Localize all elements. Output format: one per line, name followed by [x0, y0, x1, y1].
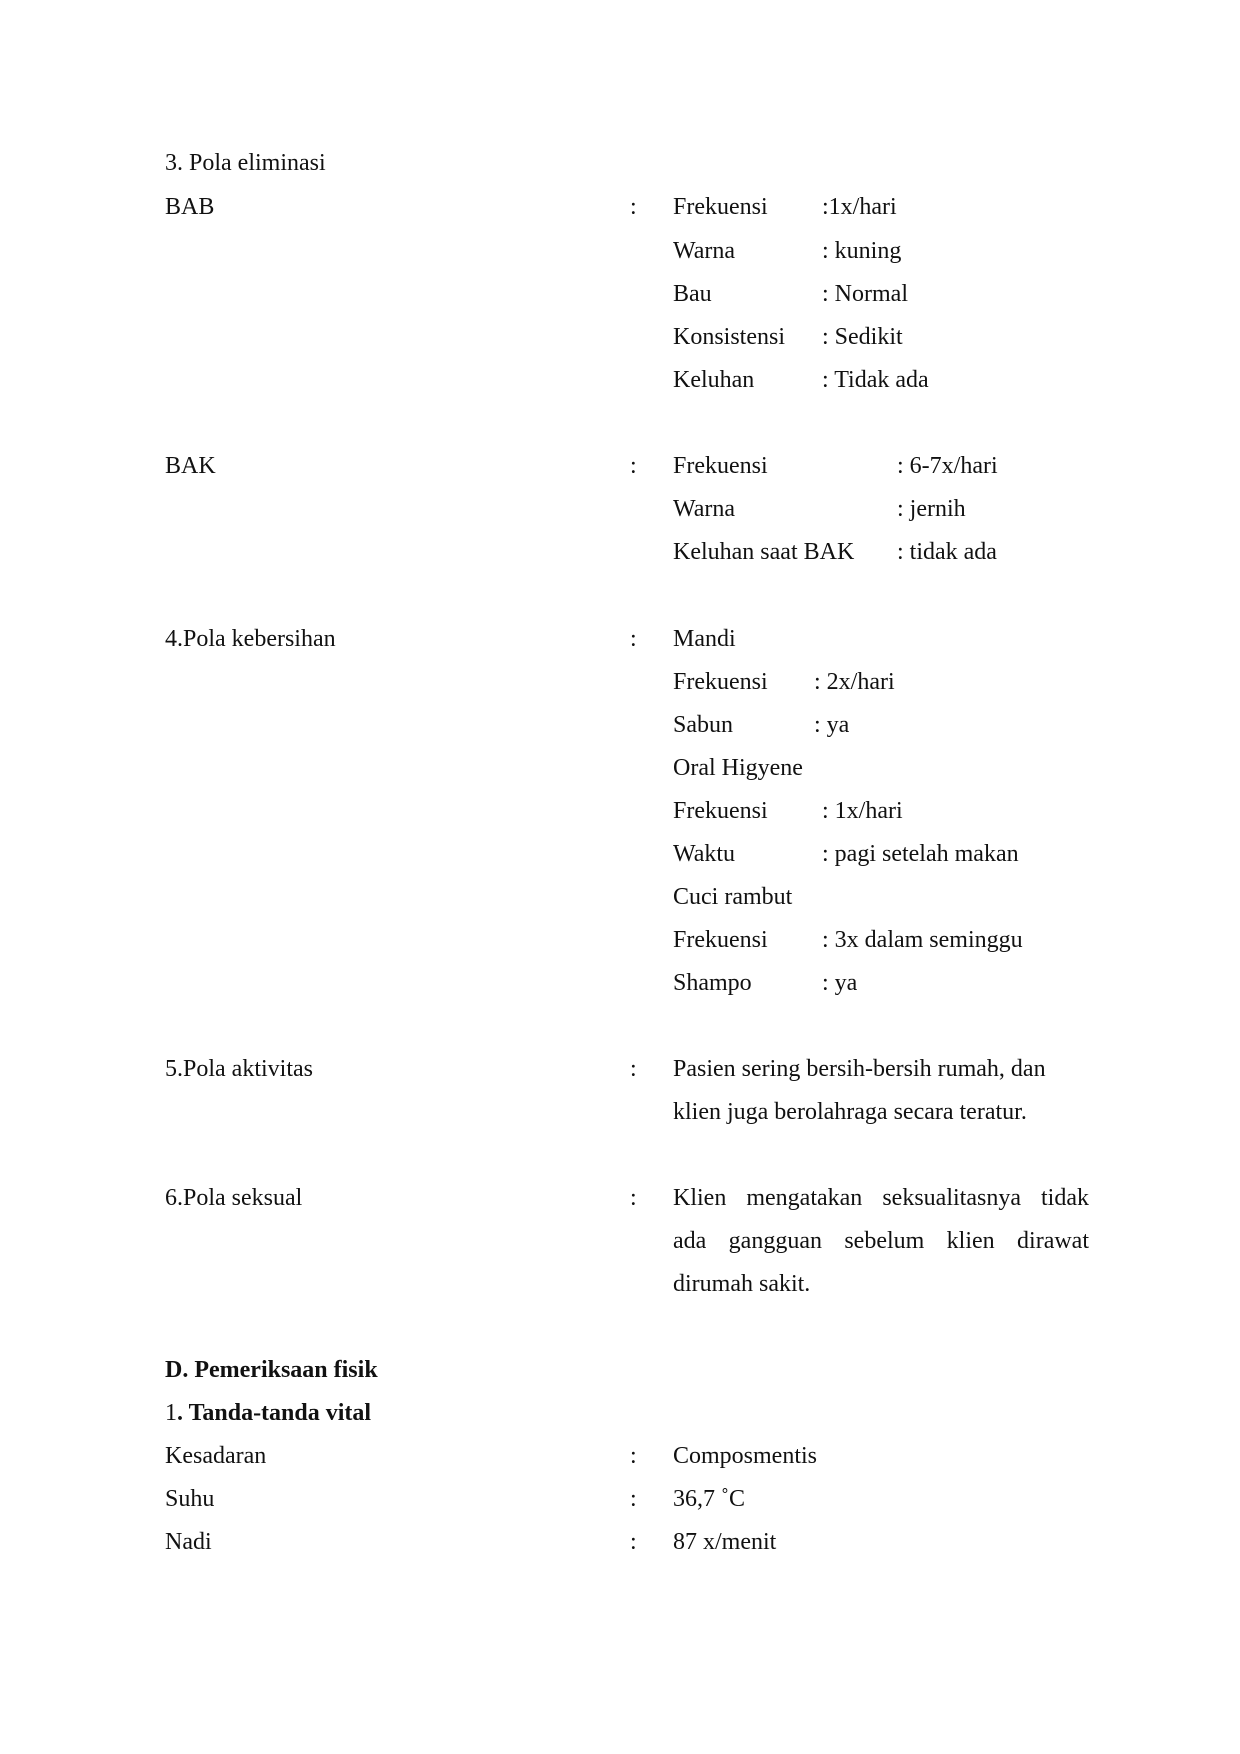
vital-colon: : [630, 1486, 637, 1512]
oral-key: Frekuensi [673, 798, 768, 824]
bak-key: Keluhan saat BAK [673, 539, 855, 565]
bab-value: : Sedikit [822, 324, 903, 350]
bab-label: BAB [165, 194, 215, 220]
oral-value: : 1x/hari [822, 798, 903, 824]
seksual-text-line: ada gangguan sebelum klien dirawat [673, 1228, 1089, 1254]
mandi-key: Sabun [673, 712, 733, 738]
kebersihan-colon: : [630, 626, 637, 652]
seksual-label: 6.Pola seksual [165, 1185, 303, 1211]
bab-key: Konsistensi [673, 324, 786, 350]
kebersihan-label: 4.Pola kebersihan [165, 626, 336, 652]
rambut-title: Cuci rambut [673, 884, 793, 910]
bab-value: :1x/hari [822, 194, 897, 220]
bab-key: Bau [673, 281, 712, 307]
bak-key: Warna [673, 496, 736, 522]
section-heading-pemeriksaan-fisik: D. Pemeriksaan fisik [165, 1357, 378, 1383]
bab-colon: : [630, 194, 637, 220]
bak-value: : tidak ada [897, 539, 997, 565]
bab-key: Warna [673, 238, 736, 264]
seksual-text-line: dirumah sakit. [673, 1271, 811, 1297]
rambut-key: Frekuensi [673, 927, 768, 953]
seksual-colon: : [630, 1185, 637, 1211]
bak-key: Frekuensi [673, 453, 768, 479]
mandi-key: Frekuensi [673, 669, 768, 695]
vital-label: Suhu [165, 1486, 215, 1512]
mandi-value: : ya [814, 712, 850, 738]
rambut-value: : ya [822, 970, 858, 996]
vital-value: 36,7 ˚C [673, 1486, 745, 1512]
aktivitas-text-line: Pasien sering bersih-bersih rumah, dan [673, 1056, 1046, 1082]
bak-label: BAK [165, 453, 216, 479]
subheading-text: . Tanda-tanda vital [177, 1400, 372, 1426]
bak-colon: : [630, 453, 637, 479]
oral-value: : pagi setelah makan [822, 841, 1019, 867]
aktivitas-colon: : [630, 1056, 637, 1082]
vital-label: Nadi [165, 1529, 212, 1555]
bab-value: : Tidak ada [822, 367, 929, 393]
vital-colon: : [630, 1529, 637, 1555]
aktivitas-text-line: klien juga berolahraga secara teratur. [673, 1099, 1027, 1125]
subheading-number: 1 [165, 1400, 177, 1426]
oral-title: Oral Higyene [673, 755, 803, 781]
mandi-value: : 2x/hari [814, 669, 895, 695]
bak-value: : jernih [897, 496, 966, 522]
vital-label: Kesadaran [165, 1443, 267, 1469]
oral-key: Waktu [673, 841, 736, 867]
aktivitas-label: 5.Pola aktivitas [165, 1056, 313, 1082]
rambut-value: : 3x dalam seminggu [822, 927, 1023, 953]
bak-value: : 6-7x/hari [897, 453, 998, 479]
bab-key: Frekuensi [673, 194, 768, 220]
vital-colon: : [630, 1443, 637, 1469]
bab-value: : kuning [822, 238, 902, 264]
rambut-key: Shampo [673, 970, 752, 996]
bab-key: Keluhan [673, 367, 755, 393]
subheading-tanda-vital [165, 1398, 371, 1428]
seksual-text-line: Klien mengatakan seksualitasnya tidak [673, 1185, 1089, 1211]
vital-value: Composmentis [673, 1443, 818, 1469]
mandi-title: Mandi [673, 626, 736, 652]
bab-value: : Normal [822, 281, 908, 307]
section-heading-pola-eliminasi: 3. Pola eliminasi [165, 150, 326, 176]
vital-value: 87 x/menit [673, 1529, 777, 1555]
